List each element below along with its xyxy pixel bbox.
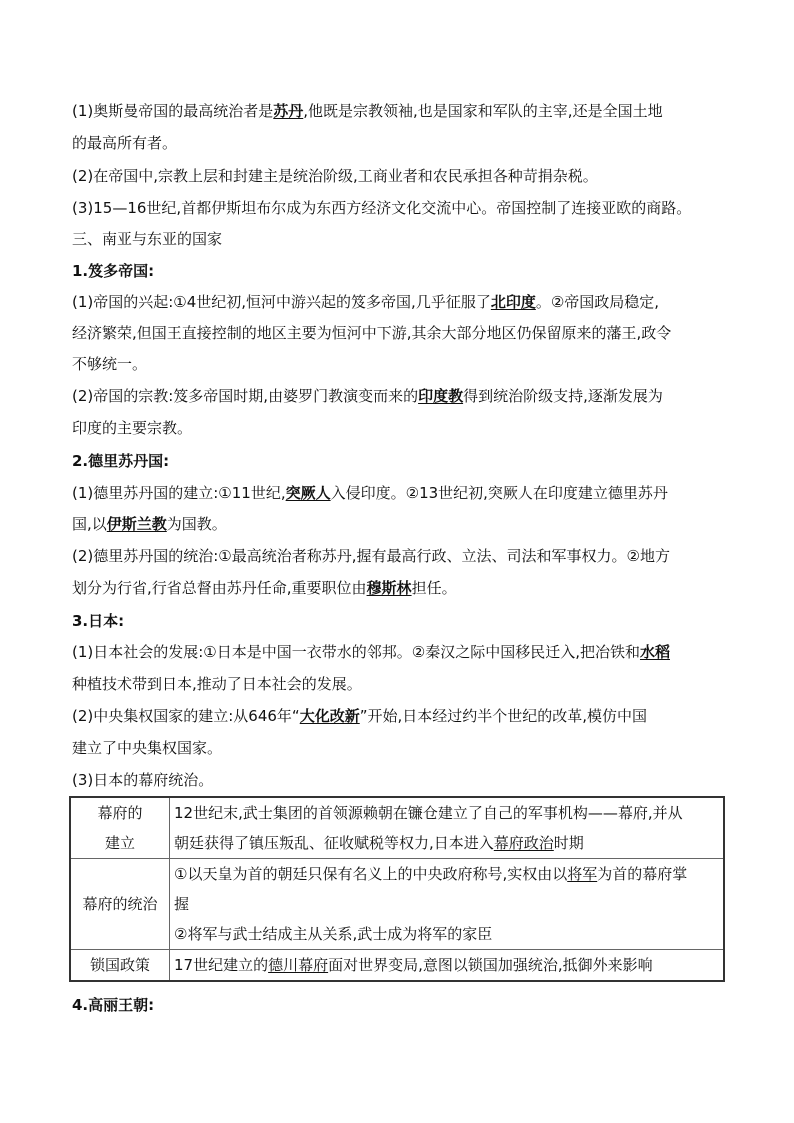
table-row: [70, 859, 724, 950]
goryeo-heading: 4.高丽王朝:: [72, 996, 155, 1014]
gupta-p1-line3: 不够统一。: [72, 355, 148, 373]
row-content: 12世纪末,武士集团的首领源赖朝在镰仓建立了自己的军事机构——幕府,并从 朝廷获得了镇压叛乱、征收赋税等权力,日本进入幕府政治时期: [170, 797, 725, 859]
ottoman-p1-line1: (1)奥斯曼帝国的最高统治者是苏丹,他既是宗教领袖,也是国家和军队的主宰,还是全国土地: [72, 102, 663, 120]
key-term: 印度教: [418, 387, 464, 405]
shogunate-table: [69, 796, 725, 982]
japan-p1-line2: 种植技术带到日本,推动了日本社会的发展。: [72, 675, 362, 693]
key-term: 大化改新: [299, 707, 360, 725]
gupta-p2-line1: (2)帝国的宗教:笈多帝国时期,由婆罗门教演变而来的印度教得到统治阶级支持,逐渐发展为: [72, 387, 663, 405]
gupta-p1-line1: (1)帝国的兴起:①4世纪初,恒河中游兴起的笈多帝国,几乎征服了北印度。②帝国政局稳定,: [72, 293, 660, 311]
japan-p3: (3)日本的幕府统治。: [72, 771, 214, 789]
key-term: 幕府政治: [493, 834, 554, 852]
japan-heading: 3.日本:: [72, 612, 125, 630]
ottoman-p1-line2: 的最高所有者。: [72, 134, 178, 152]
key-term: 突厥人: [285, 484, 331, 502]
delhi-p2-line1: (2)德里苏丹国的统治:①最高统治者称苏丹,握有最高行政、立法、司法和军事权力。②地方: [72, 547, 670, 565]
delhi-p1-line2: 国,以伊斯兰教为国教。: [72, 515, 227, 533]
key-term: 苏丹: [273, 102, 304, 120]
section-title: 三、南亚与东亚的国家: [72, 230, 223, 248]
row-content: ①以天皇为首的朝廷只保有名义上的中央政府称号,实权由以将军为首的幕府掌 握 ②将军与武士结成主从关系,武士成为将军的家臣: [170, 859, 725, 950]
ottoman-p2: (2)在帝国中,宗教上层和封建主是统治阶级,工商业者和农民承担各种苛捐杂税。: [72, 167, 598, 185]
japan-p1-line1: (1)日本社会的发展:①日本是中国一衣带水的邻邦。②秦汉之际中国移民迁入,把冶铁和水稻: [72, 643, 670, 661]
japan-p2-line2: 建立了中央集权国家。: [72, 739, 223, 757]
row-label: 幕府的统治: [70, 859, 170, 950]
ottoman-p3: (3)15—16世纪,首都伊斯坦布尔成为东西方经济文化交流中心。帝国控制了连接亚欧的商路。: [72, 199, 692, 217]
gupta-p1-line2: 经济繁荣,但国王直接控制的地区主要为恒河中下游,其余大部分地区仍保留原来的藩王,政令: [72, 324, 672, 342]
row-label: 锁国政策: [70, 950, 170, 982]
row-label: 幕府的 建立: [70, 797, 170, 859]
delhi-p1-line1: (1)德里苏丹国的建立:①11世纪,突厥人入侵印度。②13世纪初,突厥人在印度建立德里苏丹: [72, 484, 668, 502]
key-term: 水稻: [639, 643, 670, 661]
gupta-heading: 1.笈多帝国:: [72, 262, 155, 280]
key-term: 北印度: [490, 293, 536, 311]
japan-p2-line1: (2)中央集权国家的建立:从646年“大化改新”开始,日本经过约半个世纪的改革,模仿中国: [72, 707, 648, 725]
delhi-p2-line2: 划分为行省,行省总督由苏丹任命,重要职位由穆斯林担任。: [72, 579, 457, 597]
key-term: 德川幕府: [268, 956, 329, 974]
delhi-heading: 2.德里苏丹国:: [72, 452, 170, 470]
key-term: 伊斯兰教: [106, 515, 167, 533]
key-term: 穆斯林: [366, 579, 412, 597]
table-row: [70, 950, 724, 982]
table-row: [70, 797, 724, 859]
gupta-p2-line2: 印度的主要宗教。: [72, 419, 193, 437]
key-term: 将军: [567, 865, 598, 883]
row-content: 17世纪建立的德川幕府面对世界变局,意图以锁国加强统治,抵御外来影响: [170, 950, 725, 982]
